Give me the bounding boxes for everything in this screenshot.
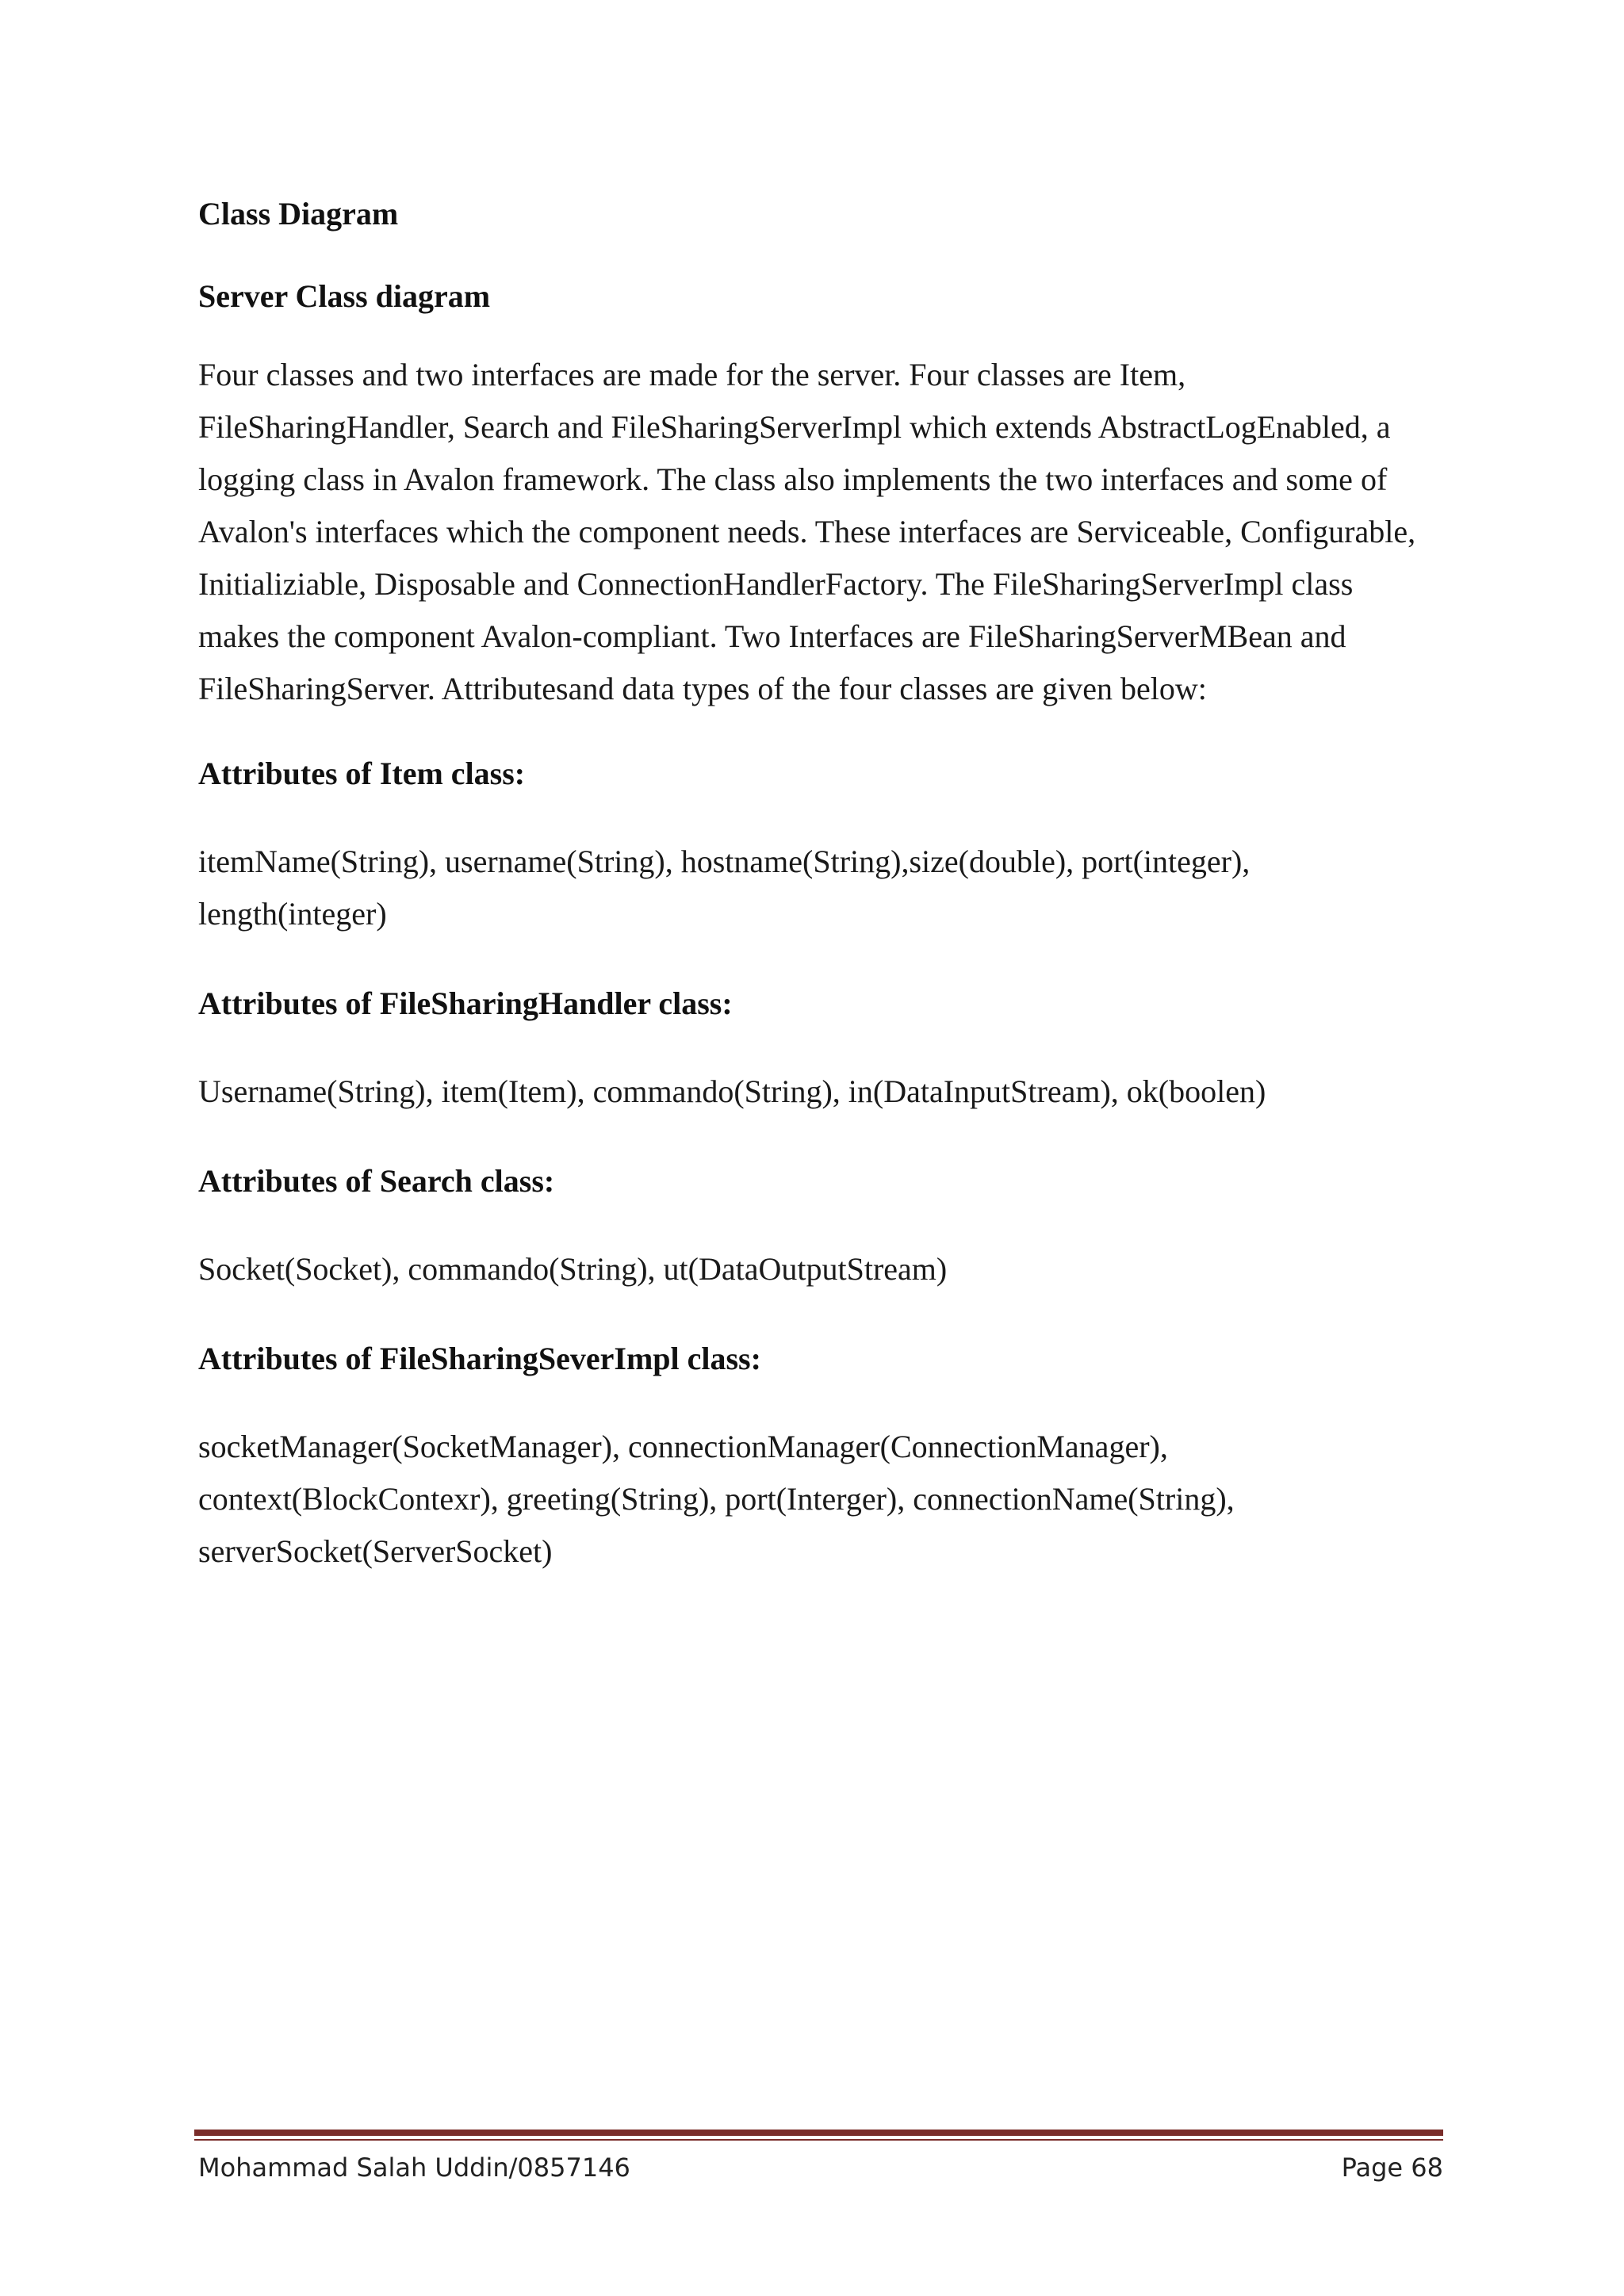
search-class-attributes: Socket(Socket), commando(String), ut(DataOutputStream) — [198, 1251, 948, 1287]
item-class-heading: Attributes of Item class: — [198, 756, 526, 791]
filesharinghandler-class-attributes: Username(String), item(Item), commando(String), in(DataInputStream), ok(boolen) — [198, 1073, 1266, 1109]
filesharingserverimpl-class-attributes: socketManager(SocketManager), connectionManager(ConnectionManager), context(BlockContexr), greeting(String), port(Interger), connectionName(String), serverSocket(ServerSocket) — [198, 1429, 1235, 1569]
footer-rule-thin — [194, 2139, 1443, 2141]
footer-page-number: Page 68 — [1341, 2152, 1443, 2183]
search-class-heading: Attributes of Search class: — [198, 1163, 555, 1199]
filesharingserverimpl-class-heading: Attributes of FileSharingSeverImpl class: — [198, 1341, 761, 1376]
intro-paragraph: Four classes and two interfaces are made for the server. Four classes are Item, FileSharingHandler, Search and FileSharingServerImpl which extends AbstractLogEnabled, a logging class in Avalon framework. The class also implements the two interfaces and some of Avalon's interfaces which the component needs. These interfaces are Serviceable, Configurable, Initializiable, Disposable and ConnectionHandlerFactory. The FileSharingServerImpl class makes the component Avalon-compliant. Two Interfaces are FileSharingServerMBean and FileSharingServer. Attributesand data types of the four classes are given below: — [198, 357, 1416, 706]
footer-author: Mohammad Salah Uddin/0857146 — [198, 2152, 630, 2183]
item-class-attributes: itemName(String), username(String), hostname(String),size(double), port(integer), length(integer) — [198, 844, 1251, 932]
section-title: Server Class diagram — [198, 278, 491, 314]
footer-rule-thick — [194, 2130, 1443, 2136]
page-title: Class Diagram — [198, 196, 399, 232]
page-content — [198, 190, 1435, 1617]
filesharinghandler-class-heading: Attributes of FileSharingHandler class: — [198, 985, 733, 1021]
